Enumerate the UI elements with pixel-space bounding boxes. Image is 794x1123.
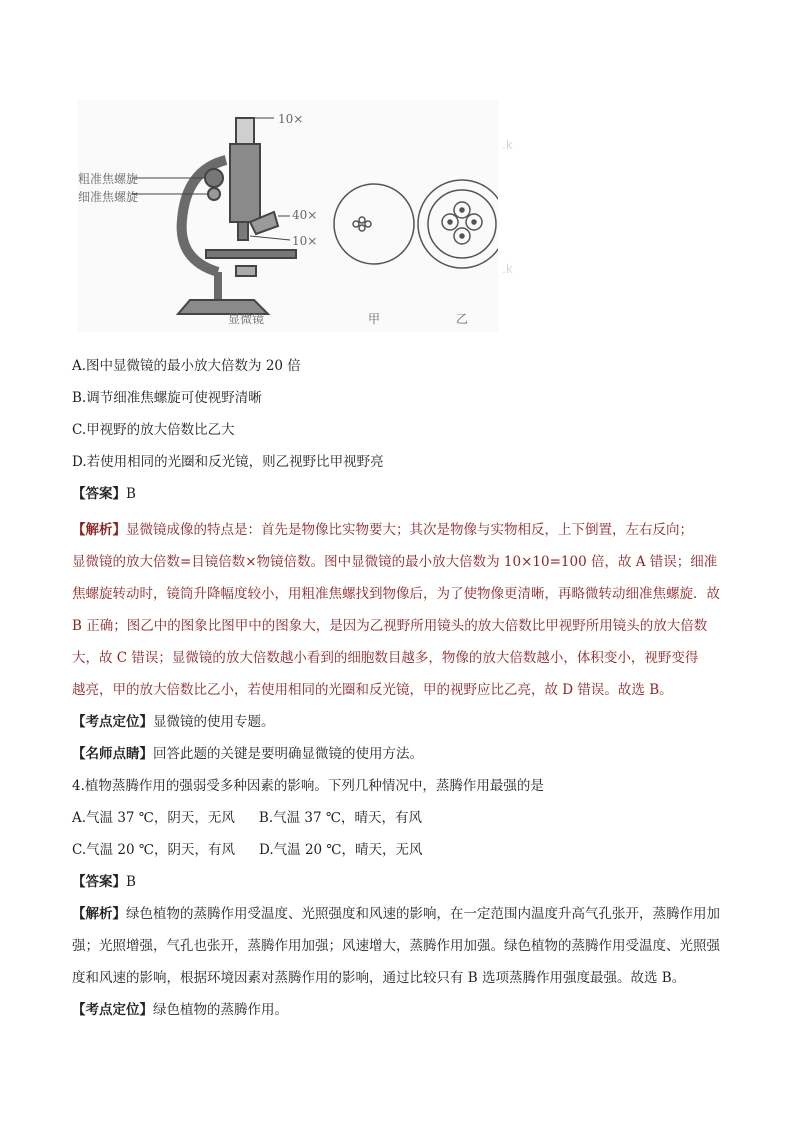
field-b-caption: 乙 xyxy=(456,312,469,326)
field-of-view-b xyxy=(418,180,498,268)
microscope-diagram xyxy=(78,100,498,332)
q3-option-a: A.图中显微镜的最小放大倍数为 20 倍 xyxy=(72,358,301,374)
analysis-line: B 正确；图乙中的图象比图甲中的图象大，是因为乙视野所用镜头的放大倍数比甲视野所用镜头的放大倍数 xyxy=(72,618,708,634)
microscope-caption: 显微镜 xyxy=(228,312,265,326)
q3-analysis xyxy=(72,514,732,706)
q4-answer xyxy=(72,866,732,898)
q4-option-c: C.气温 20 ℃，阴天，有风 xyxy=(72,842,236,858)
eyepiece-label: 10× xyxy=(278,112,304,126)
q3-option-c: C.甲视野的放大倍数比乙大 xyxy=(72,422,235,438)
analysis-text: 绿色植物的蒸腾作用受温度、光照强度和风速的影响，在一定范围内温度升高气孔张开，蒸腾作用加强；光照增强，气孔也张开，蒸腾作用加强；风速增大，蒸腾作用加强。绿色植物的蒸腾作用受温度、光照强度和风速的影响，根据环境因素对蒸腾作用的影响，通过比较只有 B 选项蒸腾作用强度最强。故选 B。 xyxy=(72,906,720,986)
objective-10x-label: 10× xyxy=(292,234,318,248)
kaodian-tag: 【考点定位】 xyxy=(72,1002,153,1018)
coarse-knob-label: 粗准焦螺旋 xyxy=(78,172,139,186)
mingshi-tag: 【名师点睛】 xyxy=(72,746,153,762)
field-of-view-a xyxy=(334,184,414,264)
answer-value: B xyxy=(126,874,136,890)
q3-block xyxy=(72,350,732,1026)
q4-stem: 4.植物蒸腾作用的强弱受多种因素的影响。下列几种情况中，蒸腾作用最强的是 xyxy=(72,778,544,794)
answer-tag: 【答案】 xyxy=(72,874,126,890)
analysis-line: 焦螺旋转动时，镜筒升降幅度较小，用粗准焦螺找到物像后，为了使物像更清晰，再略微转动细准焦螺旋．故 xyxy=(72,586,720,602)
q4-option-b: B.气温 37 ℃，晴天，有风 xyxy=(258,810,422,826)
field-a-caption: 甲 xyxy=(368,312,381,326)
q3-answer xyxy=(72,478,732,510)
mingshi-text: 回答此题的关键是要明确显微镜的使用方法。 xyxy=(153,746,423,762)
analysis-line: 越亮，甲的放大倍数比乙小，若使用相同的光圈和反光镜，甲的视野应比乙亮，故 D 错误。故选 B。 xyxy=(72,682,673,698)
analysis-tag: 【解析】 xyxy=(72,906,126,922)
analysis-line: 大，故 C 错误；显微镜的放大倍数越小看到的细胞数目越多，物像的放大倍数越小，体积变小，视野变得 xyxy=(72,650,699,666)
q3-option-b: B.调节细准焦螺旋可使视野清晰 xyxy=(72,390,262,406)
answer-value: B xyxy=(126,486,136,502)
microscope-drawing xyxy=(132,118,296,314)
kaodian-text: 绿色植物的蒸腾作用。 xyxy=(153,1002,288,1018)
kaodian-tag: 【考点定位】 xyxy=(72,714,153,730)
q3-option-d: D.若使用相同的光圈和反光镜，则乙视野比甲视野亮 xyxy=(72,454,384,470)
q3-kaodian xyxy=(72,706,732,738)
answer-tag: 【答案】 xyxy=(72,486,126,502)
kaodian-text: 显微镜的使用专题。 xyxy=(153,714,275,730)
q4-options-row-1 xyxy=(72,802,732,834)
q4-option-d: D.气温 20 ℃，晴天，无风 xyxy=(259,842,423,858)
analysis-line xyxy=(72,514,732,546)
analysis-tag: 【解析】 xyxy=(72,522,126,538)
analysis-line: 显微镜的放大倍数=目镜倍数×物镜倍数。图中显微镜的最小放大倍数为 10×10=100 倍，故 A 错误；细准 xyxy=(72,554,718,570)
objective-40x-label: 40× xyxy=(292,208,318,222)
q4-options-row-2 xyxy=(72,834,732,866)
q4-option-a: A.气温 37 ℃，阴天，无风 xyxy=(72,810,235,826)
q3-mingshi xyxy=(72,738,732,770)
fine-knob-label: 细准焦螺旋 xyxy=(78,190,139,204)
analysis-text: 显微镜成像的特点是：首先是物像比实物要大；其次是物像与实物相反，上下倒置，左右反向； xyxy=(126,522,693,538)
q4-analysis xyxy=(72,898,732,994)
watermark: .k xyxy=(502,262,513,276)
microscope-figure xyxy=(78,100,498,332)
q4-kaodian xyxy=(72,994,732,1026)
watermark: .k xyxy=(502,138,513,152)
